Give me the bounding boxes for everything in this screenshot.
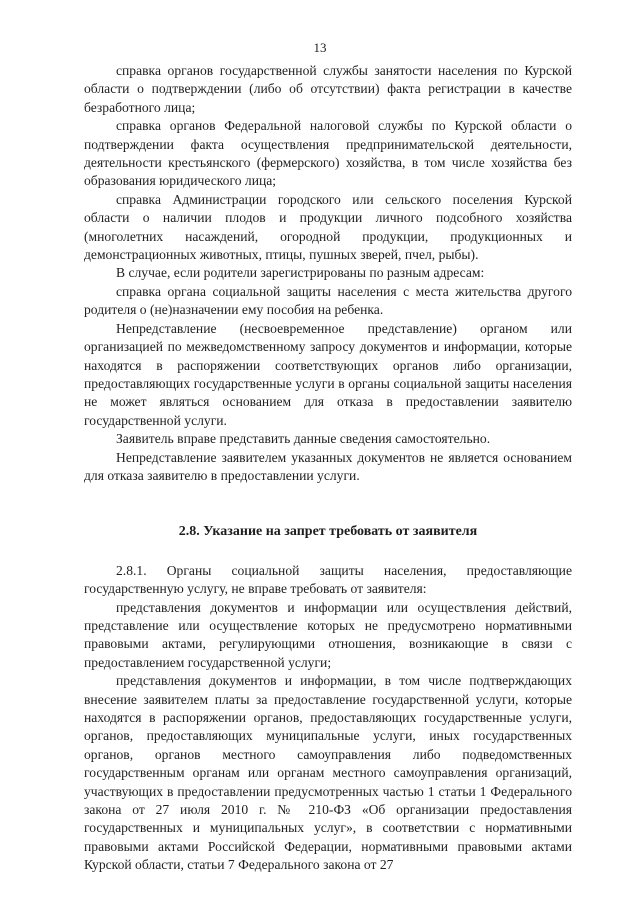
paragraph-tax-certificate: справка органов Федеральной налоговой службы по Курской области о подтверждении факта осуществления предпринимательской деятельности, деятельности крестьянского (фермерского) хозяйства, в том числе хозяйства без образования юридического лица; <box>84 118 572 189</box>
paragraph-employment-certificate: справка органов государственной службы занятости населения по Курской области о подтверждении (либо об отсутствии) факта регистрации в качестве безработного лица; <box>84 63 572 115</box>
paragraph-non-submission-interagency: Непредставление (несвоевременное представление) органом или организацией по межведомственному запросу документов и информации, которые находятся в распоряжении соответствующих органов либо организации, предоставляющих государственные услуги в органы социальной защиты населения не может являться основанием для отказа в предоставлении заявителю государственной услуги. <box>84 320 572 428</box>
paragraph-different-addresses: В случае, если родители зарегистрированы по разным адресам: <box>116 265 485 281</box>
paragraph-prohibition-documents: представления документов и информации или осуществления действий, представление или осуществление которых не предусмотрено нормативными правовыми актами, регулирующими отношения, возникающие в связи с предоставлением государственной услуги; <box>84 599 572 670</box>
section-heading: 2.8. Указание на запрет требовать от заявителя <box>178 524 478 540</box>
paragraph-prohibition-information: представления документов и информации, в том числе подтверждающих внесение заявителем платы за предоставление государственной услуги, которые находятся в распоряжении органов, предоставляющих государственные услуги, органов, предоставляющих муниципальные услуги, иных государственных органов, органов местного самоуправления либо подведомственных государственным органам или органам местного самоуправления организаций, участвующих в предоставлении предусмотренных частью 1 статьи 1 Федерального закона от 27 июля 2010 г. № 210-ФЗ «Об организации предоставления государственных и муниципальных услуг», в соответствии с нормативными правовыми актами Российской Федерации, нормативными правовыми актами Курской области, статьи 7 Федерального закона от 27 <box>84 673 572 873</box>
paragraph-non-submission-applicant: Непредставление заявителем указанных документов не является основанием для отказа заявителю в предоставлении услуги. <box>84 449 572 483</box>
paragraph-administration-certificate: справка Администрации городского или сельского поселения Курской области о наличии плодов и продукции личного подсобного хозяйства (многолетних насаждений, огородной продукции, продукционных и демонстрационных животных, птицы, пушных зверей, пчел, рыбы). <box>84 191 572 263</box>
page-number: 13 <box>313 40 327 55</box>
paragraph-social-protection-certificate: справка органа социальной защиты населения с места жительства другого родителя о (не)назначении ему пособия на ребенка. <box>84 283 572 318</box>
paragraph-applicant-may-submit: Заявитель вправе представить данные сведения самостоятельно. <box>116 431 491 447</box>
document-body <box>84 62 572 875</box>
paragraph-2-8-1: 2.8.1. Органы социальной защиты населения, предоставляющие государственную услугу, не вправе требовать от заявителя: <box>84 562 572 597</box>
